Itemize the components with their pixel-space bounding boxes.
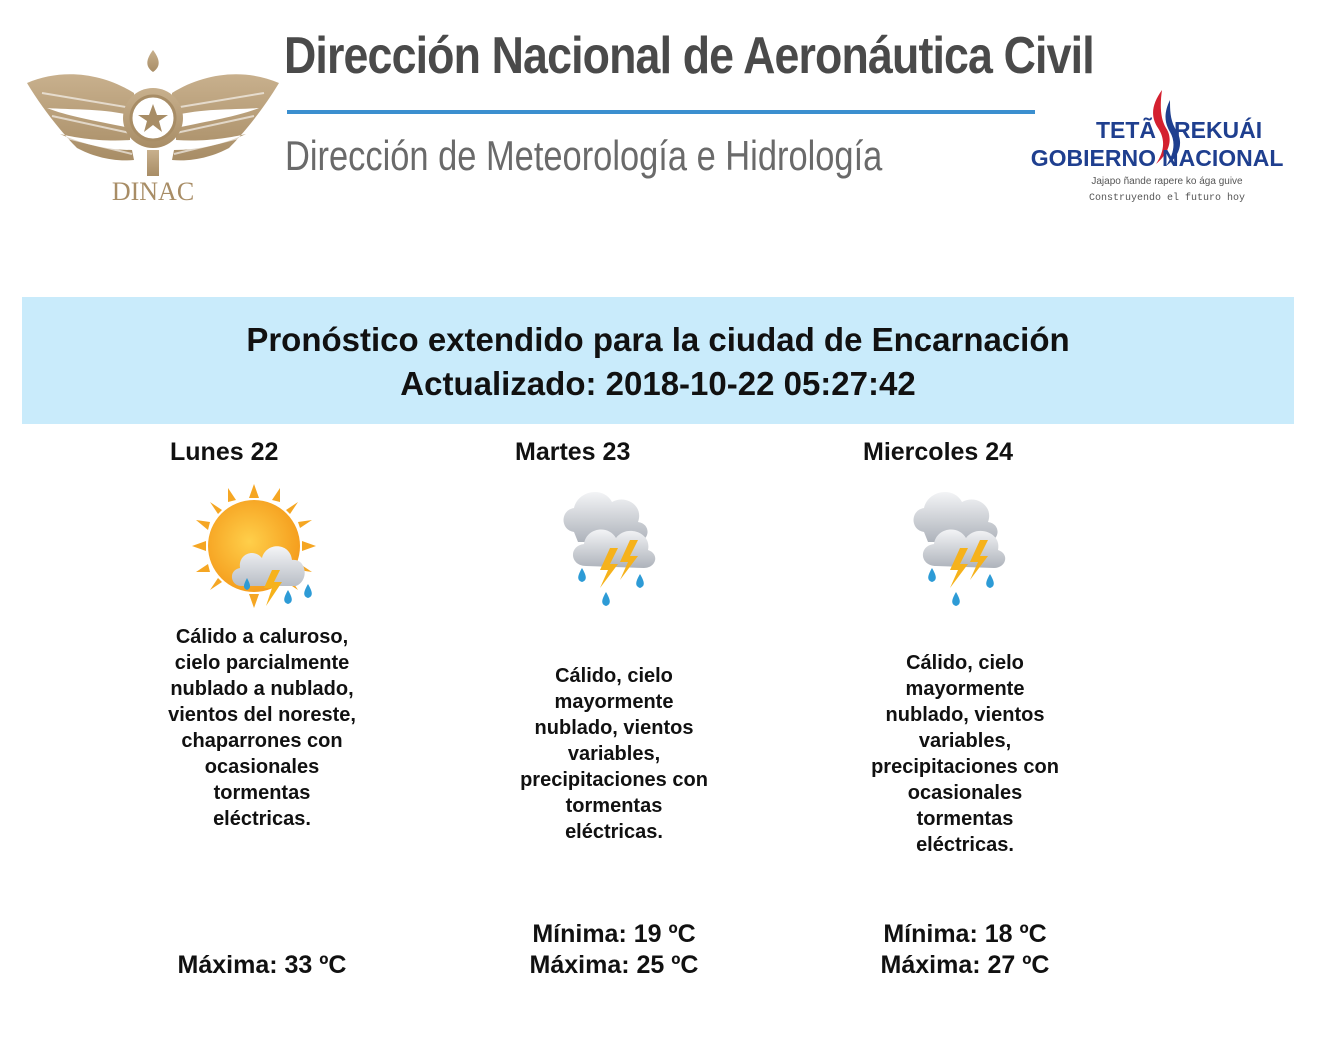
day-name-monday: Lunes 22	[170, 438, 279, 466]
sun-cloud-storm-icon	[192, 484, 327, 614]
dinac-logo	[22, 38, 284, 208]
min-temp-wednesday: Mínima: 18 ºC	[883, 920, 1047, 948]
gov-logo-tagline-guarani: Jajapo ñande rapere ko ága guive	[1091, 176, 1243, 187]
cloud-storm-icon	[556, 484, 661, 614]
day-name-tuesday: Martes 23	[515, 438, 631, 466]
forecast-title: Pronóstico extendido para la ciudad de Encarnación	[246, 321, 1070, 358]
update-timestamp: Actualizado: 2018-10-22 05:27:42	[400, 365, 916, 402]
gov-logo-tagline-spanish: Construyendo el futuro hoy	[1088, 193, 1246, 204]
gov-logo-rekuai: REKUÁI	[1174, 117, 1263, 143]
max-temp-tuesday: Máxima: 25 ºC	[529, 951, 699, 979]
gov-logo-teta: TETÃ	[1095, 117, 1156, 143]
forecast-banner	[22, 297, 1294, 424]
forecast-description-wednesday: Cálido, cielo mayormente nublado, vientos variables, precipitaciones con ocasionales tormentas eléctricas.	[871, 652, 1059, 856]
gov-logo-nacional: NACIONAL	[1162, 145, 1284, 171]
org-subtitle: Dirección de Meteorología e Hidrología	[285, 132, 883, 179]
org-title: Dirección Nacional de Aeronáutica Civil	[284, 27, 1094, 85]
title-divider	[287, 110, 1035, 114]
day-name-wednesday: Miercoles 24	[863, 438, 1014, 466]
cloud-storm-icon	[906, 484, 1011, 614]
max-temp-wednesday: Máxima: 27 ºC	[880, 951, 1050, 979]
forecast-description-monday: Cálido a caluroso, cielo parcialmente nublado a nublado, vientos del noreste, chaparrones con ocasionales tormentas eléctricas.	[168, 626, 356, 830]
government-logo	[1030, 86, 1285, 208]
min-temp-tuesday: Mínima: 19 ºC	[532, 920, 696, 948]
forecast-description-tuesday: Cálido, cielo mayormente nublado, vientos variables, precipitaciones con tormentas eléctricas.	[520, 665, 708, 843]
max-temp-monday: Máxima: 33 ºC	[177, 951, 347, 979]
dinac-logo-text: DINAC	[111, 177, 195, 206]
gov-logo-gobierno: GOBIERNO	[1030, 145, 1156, 171]
